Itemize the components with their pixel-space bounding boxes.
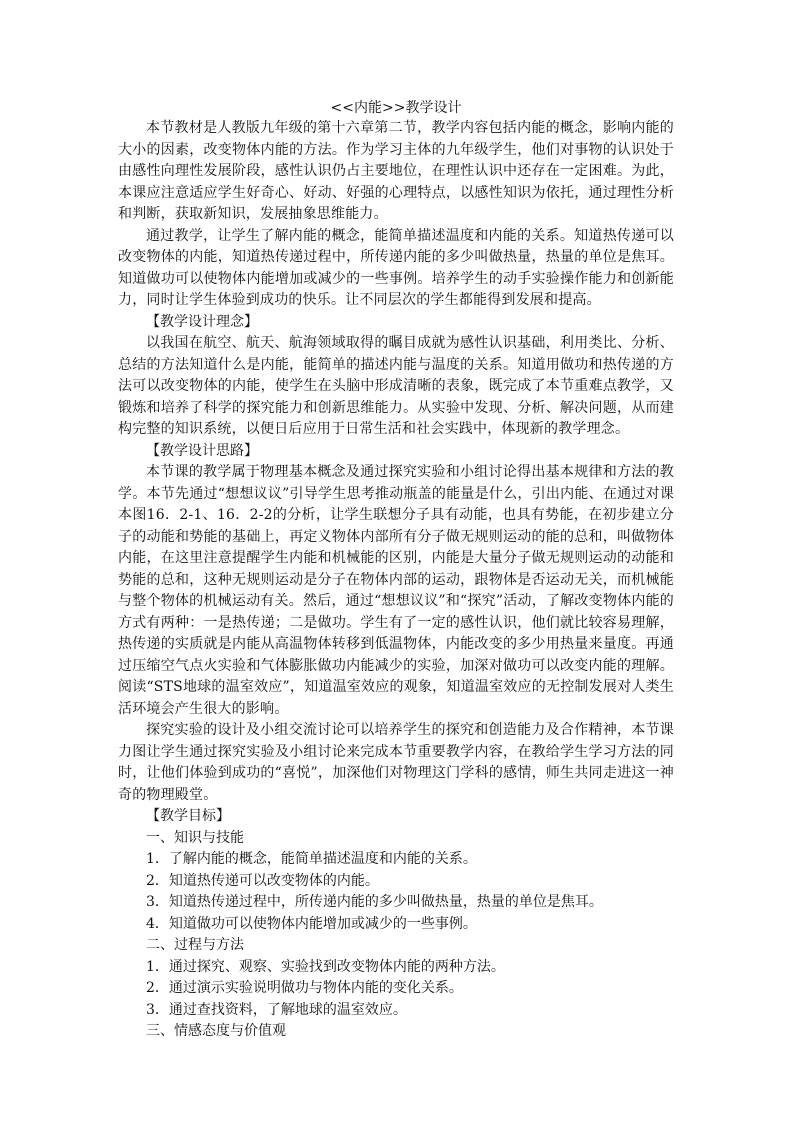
idea-paragraph-1: 本节课的教学属于物理基本概念及通过探究实验和小组讨论得出基本规律和方法的教学。本节先通过“想想议议”引导学生思考推动瓶盖的能量是什么，引出内能、在通过对课本图16．2-1、16．2-2的分析，让学生联想分子具有动能，也具有势能，在初步建立分子的动能和势能的基础上，再定义物体内部所有分子做无规则运动的能的总和，叫做物体内能，在这里注意提醒学生内能和机械能的区别，内能是大量分子做无规则运动的动能和势能的总和，这种无规则运动是分子在物体内部的运动，跟物体是否运动无关，而机械能与整个物体的机械运动有关。然后，通过“想想议议”和“探究”活动，了解改变物体内能的方式有两种：一是热传递；二是做功。学生有了一定的感性认识，他们就比较容易理解，热传递的实质就是内能从高温物体转移到低温物体，内能改变的多少用热量来量度。再通过压缩空气点火实验和气体膨胀做功内能减少的实验，加深对做功可以改变内能的理解。阅读“STS地球的温室效应”，知道温室效应的观象，知道温室效应的无控制发展对人类生活环境会产生很大的影响。 <box>118 464 674 717</box>
list-item: 1．通过探究、观察、实验找到改变物体内能的两种方法。 <box>146 958 505 975</box>
list-item: 2．通过演示实验说明做功与物体内能的变化关系。 <box>146 980 463 996</box>
list-item: 1．了解内能的概念，能简单描述温度和内能的关系。 <box>146 851 477 867</box>
concept-paragraph: 以我国在航空、航天、航海领域取得的瞩目成就为感性认识基础，利用类比、分析、总结的方法知道什么是内能，能简单的描述内能与温度的关系。知道用做功和热传递的方法可以改变物体的内能，使学生在头脑中形成清晰的表象，既完成了本节重难点教学，又锻炼和培养了科学的探究能力和创新思维能力。从实验中发现、分析、解决问题，从而建构完整的知识系统，以便日后应用于日常生活和社会实践中，体现新的教学理念。 <box>118 335 674 437</box>
section-heading-knowledge: 一、知识与技能 <box>146 829 244 846</box>
idea-paragraph-2: 探究实验的设计及小组交流讨论可以培养学生的探究和创造能力及合作精神，本节课力图让学生通过探究实验及小组讨论来完成本节重要教学内容，在教给学生学习方法的同时，让他们体验到成功的“喜悦”，加深他们对物理这门学科的感情，师生共同走进这一神奇的物理殿堂。 <box>118 722 674 803</box>
document-title: <<内能>>教学设计 <box>330 100 462 116</box>
intro-paragraph-1: 本节教材是人教版九年级的第十六章第二节，教学内容包括内能的概念，影响内能的大小的因素，改变物体内能的方法。作为学习主体的九年级学生，他们对事物的认识处于由感性向理性发展阶段，感性认识仍占主要地位，在理性认识中还存在一定困难。为此，本课应注意适应学生好奇心、好动、好强的心理特点，以感性知识为依托，通过理性分析和判断，获取新知识，发展抽象思维能力。 <box>118 120 674 222</box>
document-page <box>118 98 674 1043</box>
concept-heading: 【教学设计理念】 <box>146 313 258 330</box>
goals-heading: 【教学目标】 <box>146 808 230 824</box>
list-item: 2．知道热传递可以改变物体的内能。 <box>146 872 379 889</box>
list-item: 4．知道做功可以使物体内能增加或减少的一些事例。 <box>146 915 477 932</box>
section-heading-attitude: 三、情感态度与价值观 <box>146 1023 286 1039</box>
section-heading-process: 二、过程与方法 <box>146 937 244 953</box>
list-item: 3．知道热传递过程中，所传递内能的多少叫做热量，热量的单位是焦耳。 <box>146 894 603 910</box>
intro-paragraph-2: 通过教学，让学生了解内能的概念，能简单描述温度和内能的关系。知道热传递可以改变物体的内能，知道热传递过程中，所传递内能的多少叫做热量，热量的单位是焦耳。知道做功可以使物体内能增加或减少的一些事例。培养学生的动手实验操作能力和创新能力，同时让学生体验到成功的快乐。让不同层次的学生都能得到发展和提高。 <box>118 227 674 308</box>
idea-heading: 【教学设计思路】 <box>146 442 258 459</box>
list-item: 3．通过查找资料，了解地球的温室效应。 <box>146 1001 407 1018</box>
